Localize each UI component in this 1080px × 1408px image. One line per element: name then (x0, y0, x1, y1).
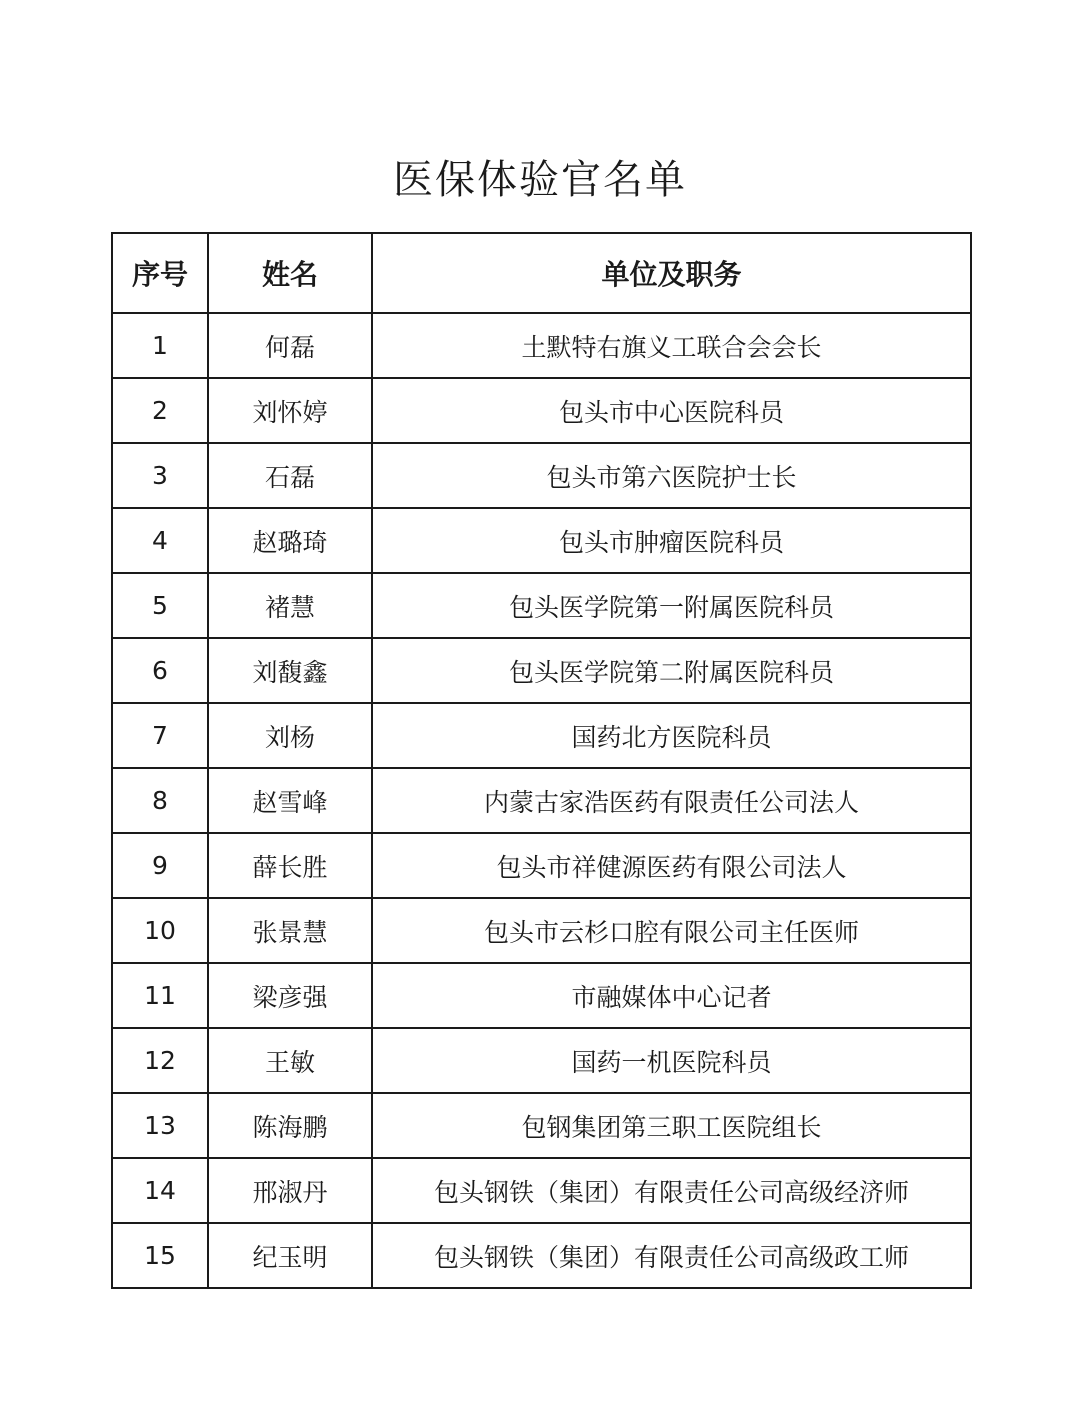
cell-no: 8 (112, 768, 208, 833)
cell-no: 1 (112, 313, 208, 378)
cell-no: 14 (112, 1158, 208, 1223)
cell-no: 9 (112, 833, 208, 898)
cell-no: 4 (112, 508, 208, 573)
cell-no: 11 (112, 963, 208, 1028)
table-row (112, 898, 971, 963)
cell-no: 6 (112, 638, 208, 703)
cell-unit: 包钢集团第三职工医院组长 (372, 1093, 971, 1158)
cell-name: 何磊 (208, 313, 372, 378)
table-row (112, 963, 971, 1028)
cell-name: 邢淑丹 (208, 1158, 372, 1223)
table-row (112, 313, 971, 378)
cell-unit: 土默特右旗义工联合会会长 (372, 313, 971, 378)
cell-unit: 包头钢铁（集团）有限责任公司高级经济师 (372, 1158, 971, 1223)
cell-unit: 包头市祥健源医药有限公司法人 (372, 833, 971, 898)
cell-unit: 国药一机医院科员 (372, 1028, 971, 1093)
roster-table (111, 232, 972, 1289)
cell-no: 5 (112, 573, 208, 638)
cell-no: 13 (112, 1093, 208, 1158)
header-row (112, 233, 971, 313)
cell-no: 10 (112, 898, 208, 963)
cell-name: 薛长胜 (208, 833, 372, 898)
cell-unit: 包头市肿瘤医院科员 (372, 508, 971, 573)
table-row (112, 638, 971, 703)
cell-name: 赵雪峰 (208, 768, 372, 833)
cell-unit: 内蒙古家浩医药有限责任公司法人 (372, 768, 971, 833)
page-title: 医保体验官名单 (393, 157, 687, 203)
cell-unit: 包头市第六医院护士长 (372, 443, 971, 508)
cell-no: 7 (112, 703, 208, 768)
table-body (112, 313, 971, 1288)
cell-unit: 包头医学院第二附属医院科员 (372, 638, 971, 703)
cell-name: 刘怀婷 (208, 378, 372, 443)
cell-unit: 市融媒体中心记者 (372, 963, 971, 1028)
cell-no: 2 (112, 378, 208, 443)
cell-unit: 包头市云杉口腔有限公司主任医师 (372, 898, 971, 963)
cell-name: 刘馥鑫 (208, 638, 372, 703)
cell-unit: 包头医学院第一附属医院科员 (372, 573, 971, 638)
cell-name: 纪玉明 (208, 1223, 372, 1288)
cell-unit: 包头钢铁（集团）有限责任公司高级政工师 (372, 1223, 971, 1288)
table-row (112, 1028, 971, 1093)
cell-name: 赵璐琦 (208, 508, 372, 573)
cell-name: 张景慧 (208, 898, 372, 963)
table-row (112, 443, 971, 508)
cell-no: 3 (112, 443, 208, 508)
cell-name: 王敏 (208, 1028, 372, 1093)
table-row (112, 508, 971, 573)
table-row (112, 703, 971, 768)
table-header (112, 233, 971, 313)
header-name: 姓名 (208, 233, 372, 313)
header-unit: 单位及职务 (372, 233, 971, 313)
cell-name: 梁彦强 (208, 963, 372, 1028)
cell-no: 15 (112, 1223, 208, 1288)
cell-unit: 包头市中心医院科员 (372, 378, 971, 443)
cell-unit: 国药北方医院科员 (372, 703, 971, 768)
cell-name: 褚慧 (208, 573, 372, 638)
header-no: 序号 (112, 233, 208, 313)
table-row (112, 378, 971, 443)
cell-name: 刘杨 (208, 703, 372, 768)
table-row (112, 573, 971, 638)
table-row (112, 833, 971, 898)
table-row (112, 1223, 971, 1288)
cell-name: 陈海鹏 (208, 1093, 372, 1158)
table-row (112, 768, 971, 833)
cell-no: 12 (112, 1028, 208, 1093)
table-row (112, 1093, 971, 1158)
table-row (112, 1158, 971, 1223)
cell-name: 石磊 (208, 443, 372, 508)
